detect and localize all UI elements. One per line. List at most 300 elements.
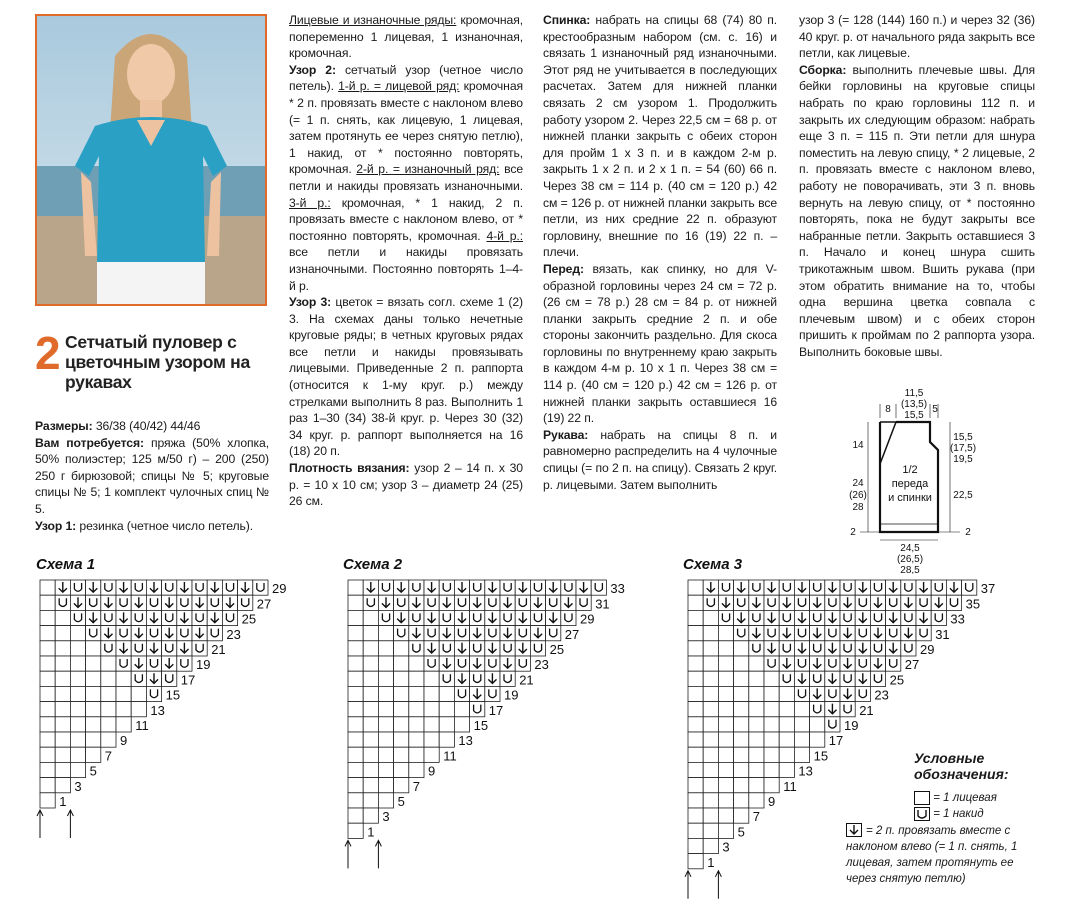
chart-cell xyxy=(348,717,363,732)
k2tog-cell xyxy=(439,595,454,610)
chart-cell xyxy=(749,793,764,808)
k2tog-cell xyxy=(116,610,131,625)
chart-cell xyxy=(749,671,764,686)
yarn-over-cell xyxy=(515,656,530,671)
yarn-over-cell xyxy=(116,656,131,671)
chart-cell xyxy=(409,717,424,732)
k2tog-cell xyxy=(870,595,885,610)
model-photo xyxy=(35,14,267,306)
k2tog-cell xyxy=(810,595,825,610)
k2tog-cell xyxy=(840,595,855,610)
chart-cell xyxy=(348,747,363,762)
row-number: 21 xyxy=(859,702,874,718)
chart-cell xyxy=(703,641,718,656)
chart-cell xyxy=(70,626,85,641)
chart-cell xyxy=(394,717,409,732)
yarn-over-cell xyxy=(192,610,207,625)
yarn-over-cell xyxy=(764,595,779,610)
k2tog-cell xyxy=(470,656,485,671)
yarn-over-cell xyxy=(207,626,222,641)
yarn-over-cell xyxy=(454,626,469,641)
chart-cell xyxy=(688,762,703,777)
chart-cell xyxy=(734,732,749,747)
k2tog-cell xyxy=(810,656,825,671)
yarn-over-cell xyxy=(500,580,515,595)
chart-cell xyxy=(810,717,825,732)
yarn-over-cell xyxy=(530,580,545,595)
k2tog-cell xyxy=(855,610,870,625)
yarn-over-cell xyxy=(55,595,70,610)
k2tog-cell xyxy=(855,580,870,595)
chart-cell xyxy=(688,808,703,823)
dim-bottom-3: 28,5 xyxy=(900,565,920,574)
yarn-over-cell xyxy=(901,580,916,595)
yarn-over-cell xyxy=(870,580,885,595)
yarn-over-cell xyxy=(177,656,192,671)
k2tog-cell xyxy=(794,671,809,686)
k2tog-cell xyxy=(515,580,530,595)
chart-cell xyxy=(764,671,779,686)
chart-cell xyxy=(40,595,55,610)
chart-cell xyxy=(394,702,409,717)
gauge-paragraph: Плотность вязания: узор 2 – 14 п. х 30 р. = 10 х 10 см; узор 3 – диаметр 24 (25) 26 см. xyxy=(289,461,523,509)
materials-paragraph: Вам потребуется: пряжа (50% хлопка, 50% полиэстер; 125 м/50 г) – 200 (250) 250 г бирюзовой; спицы № 5; круговые спицы № 5; 1 комплект чулочных спиц № 5. xyxy=(35,435,269,516)
yarn-over-cell xyxy=(500,641,515,656)
k2tog-cell xyxy=(207,610,222,625)
k2tog-cell xyxy=(810,686,825,701)
row-number: 9 xyxy=(428,763,436,779)
yarn-over-cell xyxy=(439,610,454,625)
chart-cell xyxy=(348,793,363,808)
k2tog-cell xyxy=(886,580,901,595)
chart-cell xyxy=(70,656,85,671)
yarn-over-cell xyxy=(886,626,901,641)
k2tog-cell xyxy=(192,626,207,641)
row-number: 21 xyxy=(519,672,534,688)
k2tog-cell xyxy=(70,595,85,610)
yarn-over-cell xyxy=(749,641,764,656)
chart-cell xyxy=(378,762,393,777)
dim-top-5: 5 xyxy=(932,404,938,415)
yarn-over-cell xyxy=(101,610,116,625)
k2tog-cell xyxy=(86,610,101,625)
chart-cell xyxy=(439,702,454,717)
chart-cell xyxy=(70,717,85,732)
k2tog-cell xyxy=(363,580,378,595)
chart-cell xyxy=(70,702,85,717)
k2tog-cell xyxy=(207,580,222,595)
k2tog-cell xyxy=(764,641,779,656)
k2tog-cell xyxy=(870,626,885,641)
chart-cell xyxy=(363,717,378,732)
chart-cell xyxy=(409,671,424,686)
yarn-over-cell xyxy=(855,626,870,641)
chart-cell xyxy=(794,717,809,732)
yarn-over-cell xyxy=(162,671,177,686)
yarn-over-cell xyxy=(470,580,485,595)
yarn-over-cell xyxy=(840,610,855,625)
chart-cell xyxy=(688,626,703,641)
row-number: 1 xyxy=(59,794,67,809)
chart-cell xyxy=(363,626,378,641)
sleeves-paragraph: Рукава: набрать на спицы 8 п. и равномерно распределить на 4 чулочные спицы (= по 2 п. на спицу). Связать 2 круг. р. лицевыми. Затем выполнить xyxy=(543,427,777,492)
chart-cell xyxy=(40,762,55,777)
yarn-over-cell xyxy=(840,641,855,656)
row-number: 23 xyxy=(874,687,889,703)
chart-cell xyxy=(779,717,794,732)
yarn-over-cell xyxy=(916,595,931,610)
chart-cell xyxy=(688,793,703,808)
yarn-over-cell xyxy=(561,610,576,625)
k2tog-cell xyxy=(886,641,901,656)
chart-cell xyxy=(688,686,703,701)
yarn-over-cell xyxy=(409,641,424,656)
k2tog-cell xyxy=(177,610,192,625)
k2tog-cell xyxy=(146,671,161,686)
chart-cell xyxy=(718,626,733,641)
k2tog-cell xyxy=(825,702,840,717)
chart-cell xyxy=(40,671,55,686)
scheme1-chart xyxy=(34,578,334,838)
column-back-front xyxy=(543,12,777,493)
yarn-over-cell xyxy=(931,580,946,595)
chart-cell xyxy=(703,656,718,671)
chart-cell xyxy=(734,702,749,717)
row-number: 29 xyxy=(580,611,595,627)
chart-cell xyxy=(718,717,733,732)
k2tog-cell xyxy=(222,595,237,610)
scheme2-title: Схема 2 xyxy=(343,556,403,573)
k2tog-cell xyxy=(409,595,424,610)
yarn-over-cell xyxy=(810,610,825,625)
yarn-over-cell xyxy=(253,580,268,595)
yarn-over-cell xyxy=(561,580,576,595)
yarn-over-cell xyxy=(454,686,469,701)
chart-cell xyxy=(794,747,809,762)
yarn-over-cell xyxy=(162,580,177,595)
k2tog-cell xyxy=(424,641,439,656)
chart-cell xyxy=(718,686,733,701)
k2tog-cell xyxy=(101,626,116,641)
row-number: 35 xyxy=(965,596,981,612)
yarn-over-cell xyxy=(131,671,146,686)
chart-cell xyxy=(734,717,749,732)
yarn-over-cell xyxy=(794,686,809,701)
scheme3-title: Схема 3 xyxy=(683,556,743,573)
yarn-over-cell xyxy=(101,580,116,595)
row-number: 31 xyxy=(595,596,610,612)
chart-cell xyxy=(40,580,55,595)
chart-cell xyxy=(688,778,703,793)
k2tog-cell xyxy=(454,610,469,625)
k2tog-cell xyxy=(131,595,146,610)
chart-cell xyxy=(703,838,718,853)
row-number: 5 xyxy=(397,794,405,809)
yarn-over-cell xyxy=(70,610,85,625)
chart-cell xyxy=(348,595,363,610)
chart-cell xyxy=(764,702,779,717)
k2tog-cell xyxy=(546,610,561,625)
yarn-over-cell xyxy=(794,626,809,641)
chart-cell xyxy=(718,793,733,808)
yarn-over-cell xyxy=(470,641,485,656)
row-number: 23 xyxy=(226,626,241,642)
chart-cell xyxy=(703,686,718,701)
chart-cell xyxy=(394,656,409,671)
k2tog-cell xyxy=(470,686,485,701)
yarn-over-cell xyxy=(162,610,177,625)
chart-cell xyxy=(363,808,378,823)
chart-cell xyxy=(55,671,70,686)
chart-cell xyxy=(363,656,378,671)
chart-cell xyxy=(70,732,85,747)
k2tog-cell xyxy=(840,686,855,701)
k2tog-cell xyxy=(794,610,809,625)
k2tog-cell xyxy=(576,580,591,595)
yarn-over-cell xyxy=(870,610,885,625)
chart-cell xyxy=(749,747,764,762)
yarn-over-cell xyxy=(749,610,764,625)
chart-cell xyxy=(749,702,764,717)
chart-cell xyxy=(688,823,703,838)
model-illustration xyxy=(37,16,265,304)
yarn-over-cell xyxy=(825,626,840,641)
legend-item-k2tog: = 2 п. провязать вместе с наклоном влево (= 1 п. снять, 1 лицевая, затем протянуть ее через снятую петлю) xyxy=(846,825,1018,885)
yarn-over-cell xyxy=(454,595,469,610)
row-number: 13 xyxy=(458,733,473,749)
chart-cell xyxy=(718,732,733,747)
center-label-3: и спинки xyxy=(888,492,932,504)
row-number: 25 xyxy=(549,642,565,657)
chart-cell xyxy=(70,641,85,656)
chart-cell xyxy=(116,686,131,701)
k2tog-cell xyxy=(825,641,840,656)
chart-cell xyxy=(688,838,703,853)
repeat-arrow xyxy=(37,810,43,838)
chart-cell xyxy=(764,762,779,777)
yarn-over-cell xyxy=(749,580,764,595)
chart-cell xyxy=(70,747,85,762)
chart-cell xyxy=(779,762,794,777)
chart-cell xyxy=(86,732,101,747)
row-number: 37 xyxy=(980,581,996,597)
chart-cell xyxy=(703,702,718,717)
chart-cell xyxy=(348,626,363,641)
k2tog-cell xyxy=(238,580,253,595)
yarn-over-cell xyxy=(394,595,409,610)
yarn-over-cell xyxy=(162,641,177,656)
chart-cell xyxy=(764,778,779,793)
k2tog-cell xyxy=(485,580,500,595)
chart-cell xyxy=(718,671,733,686)
chart-cell xyxy=(86,747,101,762)
row-number: 3 xyxy=(722,839,730,855)
row-number: 19 xyxy=(504,687,519,703)
yarn-over-cell xyxy=(177,626,192,641)
yarn-over-cell xyxy=(146,626,161,641)
yarn-over-cell xyxy=(485,595,500,610)
k2tog-cell xyxy=(470,626,485,641)
row-number: 19 xyxy=(196,657,211,673)
yarn-over-cell xyxy=(886,595,901,610)
row-number: 19 xyxy=(844,718,859,733)
yarn-over-cell xyxy=(146,656,161,671)
k2tog-cell xyxy=(424,610,439,625)
chart-cell xyxy=(703,626,718,641)
yarn-over-cell xyxy=(546,626,561,641)
yarn-over-cell xyxy=(409,610,424,625)
yarn-over-cell xyxy=(131,641,146,656)
empty-cell-icon xyxy=(914,791,930,805)
band-right: 2 xyxy=(965,527,971,538)
k2tog-cell xyxy=(870,656,885,671)
k2tog-cell xyxy=(131,626,146,641)
row-number: 15 xyxy=(813,748,829,764)
row-number: 21 xyxy=(211,642,226,657)
row-number: 11 xyxy=(443,748,457,764)
chart-cell xyxy=(703,808,718,823)
yarn-over-cell xyxy=(86,595,101,610)
chart-cell xyxy=(688,747,703,762)
chart-cell xyxy=(734,793,749,808)
yarn-over-cell xyxy=(703,595,718,610)
chart-cell xyxy=(394,641,409,656)
chart-cell xyxy=(363,762,378,777)
chart-cell xyxy=(70,671,85,686)
chart-cell xyxy=(55,686,70,701)
chart-cell xyxy=(378,702,393,717)
band-left: 2 xyxy=(850,527,856,538)
k2tog-cell xyxy=(162,656,177,671)
yarn-over-cell xyxy=(515,595,530,610)
chart-cell xyxy=(348,702,363,717)
yarn-over-cell xyxy=(222,580,237,595)
chart-cell xyxy=(718,778,733,793)
dim-bottom-1: 24,5 xyxy=(900,543,920,554)
yarn-over-cell xyxy=(779,641,794,656)
k2tog-cell xyxy=(901,595,916,610)
chart-cell xyxy=(55,610,70,625)
row-number: 11 xyxy=(783,778,797,794)
yarn-over-cell xyxy=(718,610,733,625)
chart-cell xyxy=(363,641,378,656)
k2tog-cell xyxy=(424,580,439,595)
k2tog-cell xyxy=(485,641,500,656)
assembly-paragraph: Сборка: выполнить плечевые швы. Для бейки горловины на круговые спицы набрать по краю горловины 112 п. и закрыть их следующим образом: набрать еще 3 п. = 115 п. Эти петли для шнура поместить на левую спицу, * 2 лицевые, 2 п. провязать вместе с наклоном влево, работу не поворачивать, эти 3 п. вновь вернуть на левую спицу, от * постоянно повторять, пока не будут закрыты все набранные петли. Закрыть оставшиеся 3 п. Начало и конец шнура сшить трикотажным швом. Вшить рукава (при этом обратить внимание на то, чтобы одна вершина цветка совпала с плечевым швом) и с обеих сторон пришить к проймам по 2 раппорта узора. Выполнить боковые швы. xyxy=(799,62,1035,359)
yarn-over-cell xyxy=(207,595,222,610)
row-number: 33 xyxy=(950,611,965,627)
chart-cell xyxy=(688,595,703,610)
chart-cell xyxy=(40,717,55,732)
row-number: 5 xyxy=(737,824,745,840)
chart-cell xyxy=(378,686,393,701)
chart-cell xyxy=(718,808,733,823)
k2tog-cell xyxy=(86,580,101,595)
k2tog-cell xyxy=(515,610,530,625)
chart-cell xyxy=(348,762,363,777)
chart-cell xyxy=(703,778,718,793)
chart-cell xyxy=(394,762,409,777)
yarn-over-cell xyxy=(470,702,485,717)
chart-cell xyxy=(40,610,55,625)
yarn-over-cell xyxy=(870,641,885,656)
yarn-over-cell xyxy=(794,656,809,671)
row-number: 15 xyxy=(473,718,489,733)
chart-cell xyxy=(348,686,363,701)
yarn-over-cell xyxy=(439,641,454,656)
k2tog-cell xyxy=(177,580,192,595)
yarn-over-cell xyxy=(378,610,393,625)
chart-cell xyxy=(424,747,439,762)
yarn-over-cell xyxy=(192,641,207,656)
chart-cell xyxy=(131,702,146,717)
yarn-over-cell xyxy=(116,626,131,641)
k2tog-cell xyxy=(530,626,545,641)
chart-cell xyxy=(363,732,378,747)
yarn-over-cell xyxy=(901,610,916,625)
k2tog-cell xyxy=(825,671,840,686)
chart-cell xyxy=(718,762,733,777)
chart-cell xyxy=(409,732,424,747)
yarn-over-cell xyxy=(840,702,855,717)
chart-cell xyxy=(749,778,764,793)
chart-cell xyxy=(363,778,378,793)
k2tog-cell xyxy=(718,595,733,610)
row-number: 25 xyxy=(241,611,257,627)
k2tog-cell xyxy=(840,626,855,641)
yarn-over-cell xyxy=(500,671,515,686)
chart-cell xyxy=(101,732,116,747)
column-patterns xyxy=(289,12,523,510)
chart-cell xyxy=(734,762,749,777)
chart-cell xyxy=(688,717,703,732)
k2tog-cell xyxy=(794,580,809,595)
k2tog-cell xyxy=(515,641,530,656)
chart-cell xyxy=(394,686,409,701)
yarn-over-cell xyxy=(470,671,485,686)
center-label-2: переда xyxy=(891,478,929,490)
k2tog-cell xyxy=(734,580,749,595)
k2tog-cell xyxy=(162,595,177,610)
k2tog-cell xyxy=(378,595,393,610)
yarn-over-cell xyxy=(825,595,840,610)
chart-cell xyxy=(86,656,101,671)
yarn-over-cell xyxy=(764,626,779,641)
chart-cell xyxy=(348,778,363,793)
k2tog-cell xyxy=(779,656,794,671)
k2tog-cell xyxy=(500,626,515,641)
chart-cell xyxy=(439,717,454,732)
chart-cell xyxy=(703,793,718,808)
chart-cell xyxy=(55,702,70,717)
chart-cell xyxy=(40,778,55,793)
k2tog-cell xyxy=(825,610,840,625)
chart-cell xyxy=(101,702,116,717)
legend-item-knit: = 1 лицевая xyxy=(914,790,1054,806)
yarn-over-cell xyxy=(825,717,840,732)
chart-cell xyxy=(688,641,703,656)
chart-cell xyxy=(688,656,703,671)
chart-cell xyxy=(348,641,363,656)
yarn-over-cell xyxy=(779,671,794,686)
chart-cell xyxy=(718,702,733,717)
yarn-over-cell xyxy=(810,702,825,717)
k2tog-cell xyxy=(146,580,161,595)
k2tog-cell xyxy=(840,656,855,671)
yarn-over-cell xyxy=(810,671,825,686)
chart-cell xyxy=(86,686,101,701)
dim-right-lower: 22,5 xyxy=(953,490,973,501)
